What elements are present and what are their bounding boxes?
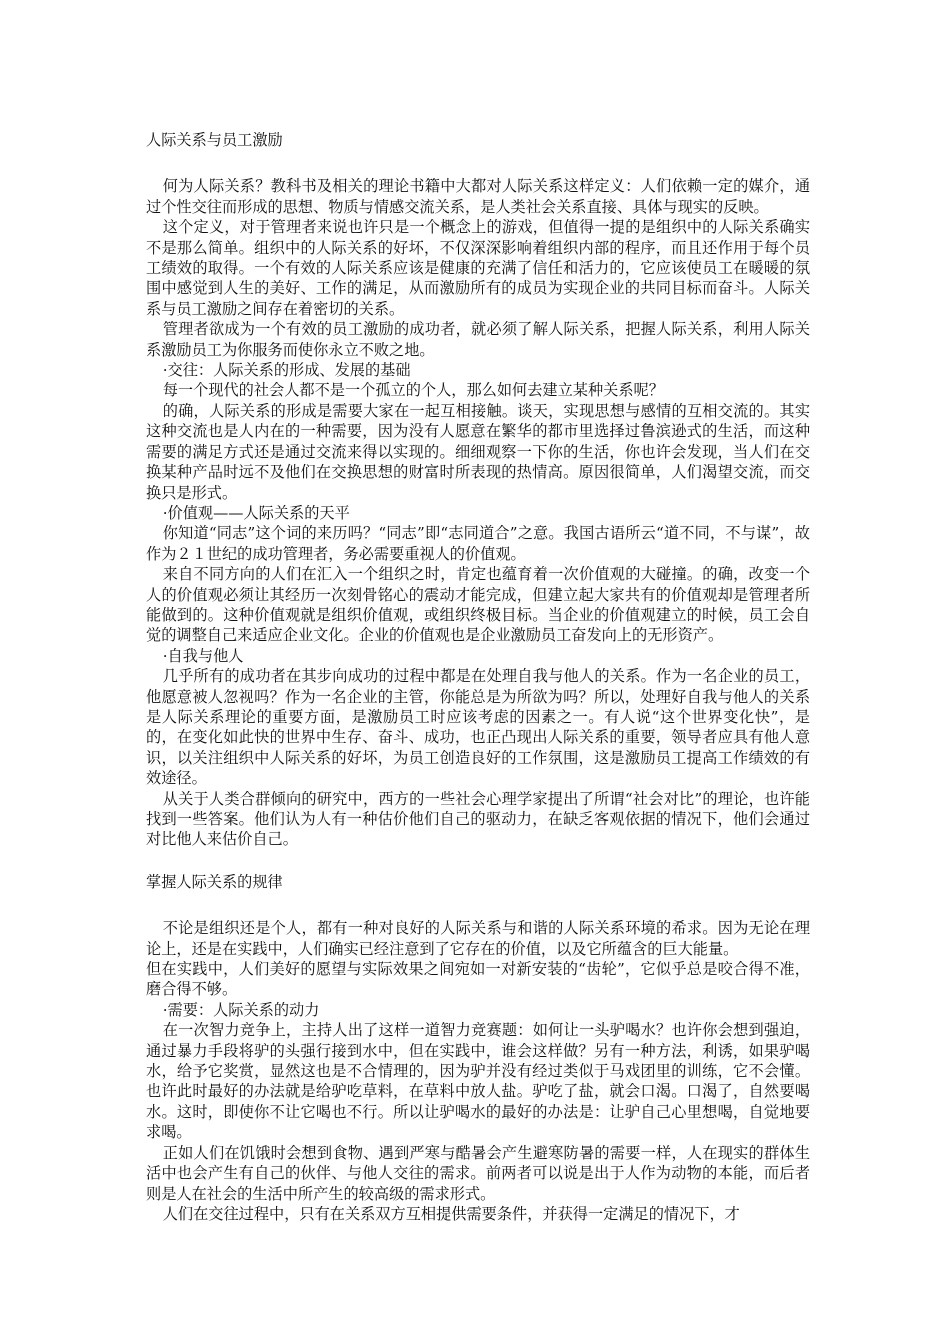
paragraph: 但在实践中，人们美好的愿望与实际效果之间宛如一对新安装的“齿轮”，它似乎总是咬合得不准，磨合得不够。 [146, 960, 810, 999]
paragraph: 管理者欲成为一个有效的员工激励的成功者，就必须了解人际关系，把握人际关系，利用人际关系激励员工为你服务而使你永立不败之地。 [146, 320, 810, 359]
paragraph: 每一个现代的社会人都不是一个孤立的个人，那么如何去建立某种关系呢？ [162, 381, 664, 400]
document-page [146, 130, 810, 1224]
spacer [146, 892, 810, 918]
paragraph: 的确，人际关系的形成是需要大家在一起互相接触。谈天，实现思想与感情的互相交流的。其实这种交流也是人内在的一种需要，因为没有人愿意在繁华的都市里选择过鲁滨逊式的生活，而这种需要的满足方式还是通过交流来得以实现的。细细观察一下你的生活，你也许会发现，当人们在交换某种产品时远不及他们在交换思想的财富时所表现的热情高。原因很简单，人们渴望交流，而交换只是形式。 [146, 401, 810, 502]
subheading: ·自我与他人 [162, 646, 244, 665]
subheading: ·交往：人际关系的形成、发展的基础 [162, 361, 411, 380]
section-title: 人际关系与员工激励 [146, 131, 283, 149]
section-title: 掌握人际关系的规律 [146, 872, 283, 891]
paragraph: 从关于人类合群倾向的研究中，西方的一些社会心理学家提出了所谓“社会对比”的理论，也许能找到一些答案。他们认为人有一种估价他们自己的驱动力，在缺乏客观依据的情况下，他们会通过对比他人来估价自己。 [146, 789, 810, 849]
paragraph: 不论是组织还是个人，都有一种对良好的人际关系与和谐的人际关系环境的希求。因为无论在理论上，还是在实践中，人们确实已经注意到了它存在的价值，以及它所蕴含的巨大能量。 [146, 919, 810, 958]
paragraph: 人们在交往过程中，只有在关系双方互相提供需要条件，并获得一定满足的情况下，才 [162, 1204, 740, 1223]
spacer [146, 850, 810, 872]
paragraph: 正如人们在饥饿时会想到食物、遇到严寒与酷暑会产生避寒防暑的需要一样，人在现实的群体生活中也会产生有自己的伙伴、与他人交往的需求。前两者可以说是出于人作为动物的本能，而后者则是人在社会的生活中所产生的较高级的需求形式。 [146, 1143, 810, 1203]
subheading: ·需要：人际关系的动力 [162, 1000, 320, 1019]
paragraph: 来自不同方向的人们在汇入一个组织之时，肯定也蕴育着一次价值观的大碰撞。的确，改变一个人的价值观必须让其经历一次刻骨铭心的震动才能完成，但建立起大家共有的价值观却是管理者所能做到的。这种价值观就是组织价值观，或组织终极目标。当企业的价值观建立的时候，员工会自觉的调整自己来适应企业文化。企业的价值观也是企业激励员工奋发向上的无形资产。 [146, 565, 810, 645]
spacer [146, 150, 810, 176]
subheading: ·价值观——人际关系的天平 [162, 503, 350, 522]
paragraph: 何为人际关系？教科书及相关的理论书籍中大都对人际关系这样定义：人们依赖一定的媒介，通过个性交往而形成的思想、物质与情感交流关系，是人类社会关系直接、具体与现实的反映。 [146, 177, 810, 216]
paragraph: 你知道“同志”这个词的来历吗？“同志”即“志同道合”之意。我国古语所云“道不同，不与谋”，故作为２１世纪的成功管理者，务必需要重视人的价值观。 [146, 524, 810, 563]
paragraph: 几乎所有的成功者在其步向成功的过程中都是在处理自我与他人的关系。作为一名企业的员工，他愿意被人忽视吗？作为一名企业的主管，你能总是为所欲为吗？所以，处理好自我与他人的关系是人际关系理论的重要方面，是激励员工时应该考虑的因素之一。有人说“这个世界变化快”，是的，在变化如此快的世界中生存、奋斗、成功，也正凸现出人际关系的重要，领导者应具有他人意识，以关注组织中人际关系的好坏，为员工创造良好的工作氛围，这是激励员工提高工作绩效的有效途径。 [146, 667, 810, 788]
paragraph: 这个定义，对于管理者来说也许只是一个概念上的游戏，但值得一提的是组织中的人际关系确实不是那么简单。组织中的人际关系的好坏，不仅深深影响着组织内部的程序，而且还作用于每个员工绩效的取得。一个有效的人际关系应该是健康的充满了信任和活力的，它应该使员工在暖暖的氛围中感觉到人生的美好、工作的满足，从而激励所有的成员为实现企业的共同目标而奋斗。人际关系与员工激励之间存在着密切的关系。 [146, 218, 810, 318]
paragraph: 在一次智力竞争上，主持人出了这样一道智力竞赛题：如何让一头驴喝水？也许你会想到强迫，通过暴力手段将驴的头强行接到水中，但在实践中，谁会这样做？另有一种方法，利诱，如果驴喝水，给予它奖赏，显然这也是不合情理的，因为驴并没有经过类似于马戏团里的训练，它不会懂。也许此时最好的办法就是给驴吃草料，在草料中放人盐。驴吃了盐，就会口渴。口渴了，自然要喝水。这时，即使你不让它喝也不行。所以让驴喝水的最好的办法是：让驴自己心里想喝，自觉地要求喝。 [146, 1021, 810, 1142]
